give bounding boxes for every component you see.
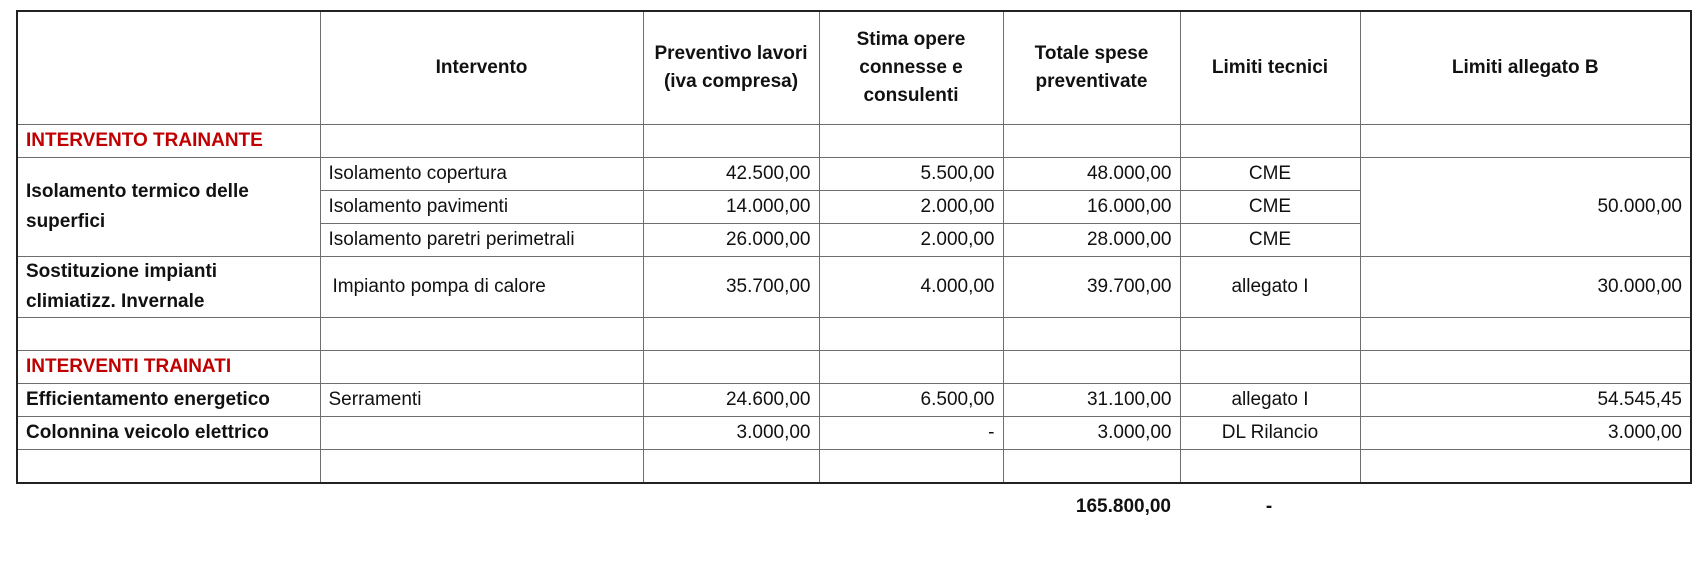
empty-cell bbox=[1003, 125, 1180, 158]
empty-cell bbox=[320, 351, 643, 384]
empty-cell bbox=[17, 318, 320, 351]
empty-cell bbox=[1180, 351, 1360, 384]
empty-cell bbox=[17, 450, 320, 484]
limiti-tecnici-cell: allegato I bbox=[1180, 257, 1360, 318]
section-row-trainati bbox=[17, 351, 1691, 384]
header-limiti-allegato: Limiti allegato B bbox=[1360, 11, 1691, 125]
empty-cell bbox=[819, 125, 1003, 158]
limite-allegato-cell: 30.000,00 bbox=[1360, 257, 1691, 318]
limite-allegato-cell: 3.000,00 bbox=[1360, 417, 1691, 450]
stima-cell: 5.500,00 bbox=[819, 158, 1003, 191]
intervento-cell: Impianto pompa di calore bbox=[320, 257, 643, 318]
intervento-cell bbox=[320, 417, 643, 450]
row-label-efficientamento: Efficientamento energetico bbox=[17, 384, 320, 417]
empty-cell bbox=[1180, 318, 1360, 351]
empty-cell bbox=[818, 484, 1002, 530]
table-row bbox=[17, 384, 1691, 417]
empty-cell bbox=[1360, 318, 1691, 351]
group-label-isolamento: Isolamento termico delle superfici bbox=[17, 158, 320, 257]
header-row bbox=[17, 11, 1691, 125]
limite-allegato-cell: 54.545,45 bbox=[1360, 384, 1691, 417]
header-totale: Totale spese preventivate bbox=[1003, 11, 1180, 125]
empty-cell bbox=[319, 484, 642, 530]
totale-cell: 48.000,00 bbox=[1003, 158, 1180, 191]
empty-cell bbox=[1360, 125, 1691, 158]
empty-cell bbox=[643, 318, 819, 351]
grand-total: 165.800,00 bbox=[1075, 496, 1171, 517]
limiti-tecnici-cell: CME bbox=[1180, 191, 1360, 224]
table-row bbox=[17, 257, 1691, 318]
empty-row bbox=[17, 318, 1691, 351]
empty-cell bbox=[320, 318, 643, 351]
intervento-cell: Isolamento paretri perimetrali bbox=[320, 224, 643, 257]
empty-cell bbox=[819, 318, 1003, 351]
header-preventivo: Preventivo lavori (iva compresa) bbox=[643, 11, 819, 125]
totale-cell: 16.000,00 bbox=[1003, 191, 1180, 224]
limite-allegato-isolamento: 50.000,00 bbox=[1360, 158, 1691, 257]
empty-cell bbox=[1360, 450, 1691, 484]
empty-cell bbox=[1003, 351, 1180, 384]
empty-cell bbox=[643, 351, 819, 384]
empty-cell bbox=[1180, 125, 1360, 158]
totale-cell: 3.000,00 bbox=[1003, 417, 1180, 450]
empty-cell bbox=[1180, 450, 1360, 484]
preventivo-cell: 35.700,00 bbox=[643, 257, 819, 318]
stima-cell: 2.000,00 bbox=[819, 224, 1003, 257]
stima-cell: 2.000,00 bbox=[819, 191, 1003, 224]
intervento-cell: Isolamento pavimenti bbox=[320, 191, 643, 224]
preventivo-cell: 3.000,00 bbox=[643, 417, 819, 450]
limiti-tecnici-cell: CME bbox=[1180, 158, 1360, 191]
limiti-tecnici-cell: allegato I bbox=[1180, 384, 1360, 417]
preventivo-cell: 26.000,00 bbox=[643, 224, 819, 257]
section-label-trainante: INTERVENTO TRAINANTE bbox=[17, 125, 320, 158]
stima-cell: 4.000,00 bbox=[819, 257, 1003, 318]
empty-cell bbox=[1360, 351, 1691, 384]
totals-row bbox=[16, 484, 1690, 530]
header-stima: Stima opere connesse e consulenti bbox=[819, 11, 1003, 125]
cost-table-sheet bbox=[16, 10, 1690, 530]
empty-cell bbox=[819, 351, 1003, 384]
row-label-colonnina: Colonnina veicolo elettrico bbox=[17, 417, 320, 450]
empty-cell bbox=[642, 484, 818, 530]
limiti-tecnici-total: - bbox=[1265, 496, 1273, 517]
stima-cell: 6.500,00 bbox=[819, 384, 1003, 417]
totals-table bbox=[16, 484, 1690, 530]
table-row bbox=[17, 417, 1691, 450]
empty-cell bbox=[1359, 484, 1690, 530]
cost-table bbox=[16, 10, 1692, 484]
empty-row bbox=[17, 450, 1691, 484]
totale-cell: 39.700,00 bbox=[1003, 257, 1180, 318]
table-row bbox=[17, 158, 1691, 191]
intervento-cell: Serramenti bbox=[320, 384, 643, 417]
header-intervento: Intervento bbox=[320, 11, 643, 125]
empty-cell bbox=[1003, 318, 1180, 351]
stima-cell: - bbox=[819, 417, 1003, 450]
totale-cell: 31.100,00 bbox=[1003, 384, 1180, 417]
totale-cell: 28.000,00 bbox=[1003, 224, 1180, 257]
empty-cell bbox=[1003, 450, 1180, 484]
header-label-col bbox=[17, 11, 320, 125]
group-label-sostituzione: Sostituzione impianti climiatizz. Invernale bbox=[17, 257, 320, 318]
limiti-tecnici-cell: CME bbox=[1180, 224, 1360, 257]
preventivo-cell: 24.600,00 bbox=[643, 384, 819, 417]
section-label-trainati: INTERVENTI TRAINATI bbox=[17, 351, 320, 384]
empty-cell bbox=[16, 484, 319, 530]
preventivo-cell: 14.000,00 bbox=[643, 191, 819, 224]
empty-cell bbox=[643, 125, 819, 158]
section-row-trainante bbox=[17, 125, 1691, 158]
limiti-tecnici-cell: DL Rilancio bbox=[1180, 417, 1360, 450]
header-limiti-tecnici: Limiti tecnici bbox=[1180, 11, 1360, 125]
preventivo-cell: 42.500,00 bbox=[643, 158, 819, 191]
empty-cell bbox=[320, 125, 643, 158]
intervento-cell: Isolamento copertura bbox=[320, 158, 643, 191]
empty-cell bbox=[643, 450, 819, 484]
empty-cell bbox=[819, 450, 1003, 484]
empty-cell bbox=[320, 450, 643, 484]
